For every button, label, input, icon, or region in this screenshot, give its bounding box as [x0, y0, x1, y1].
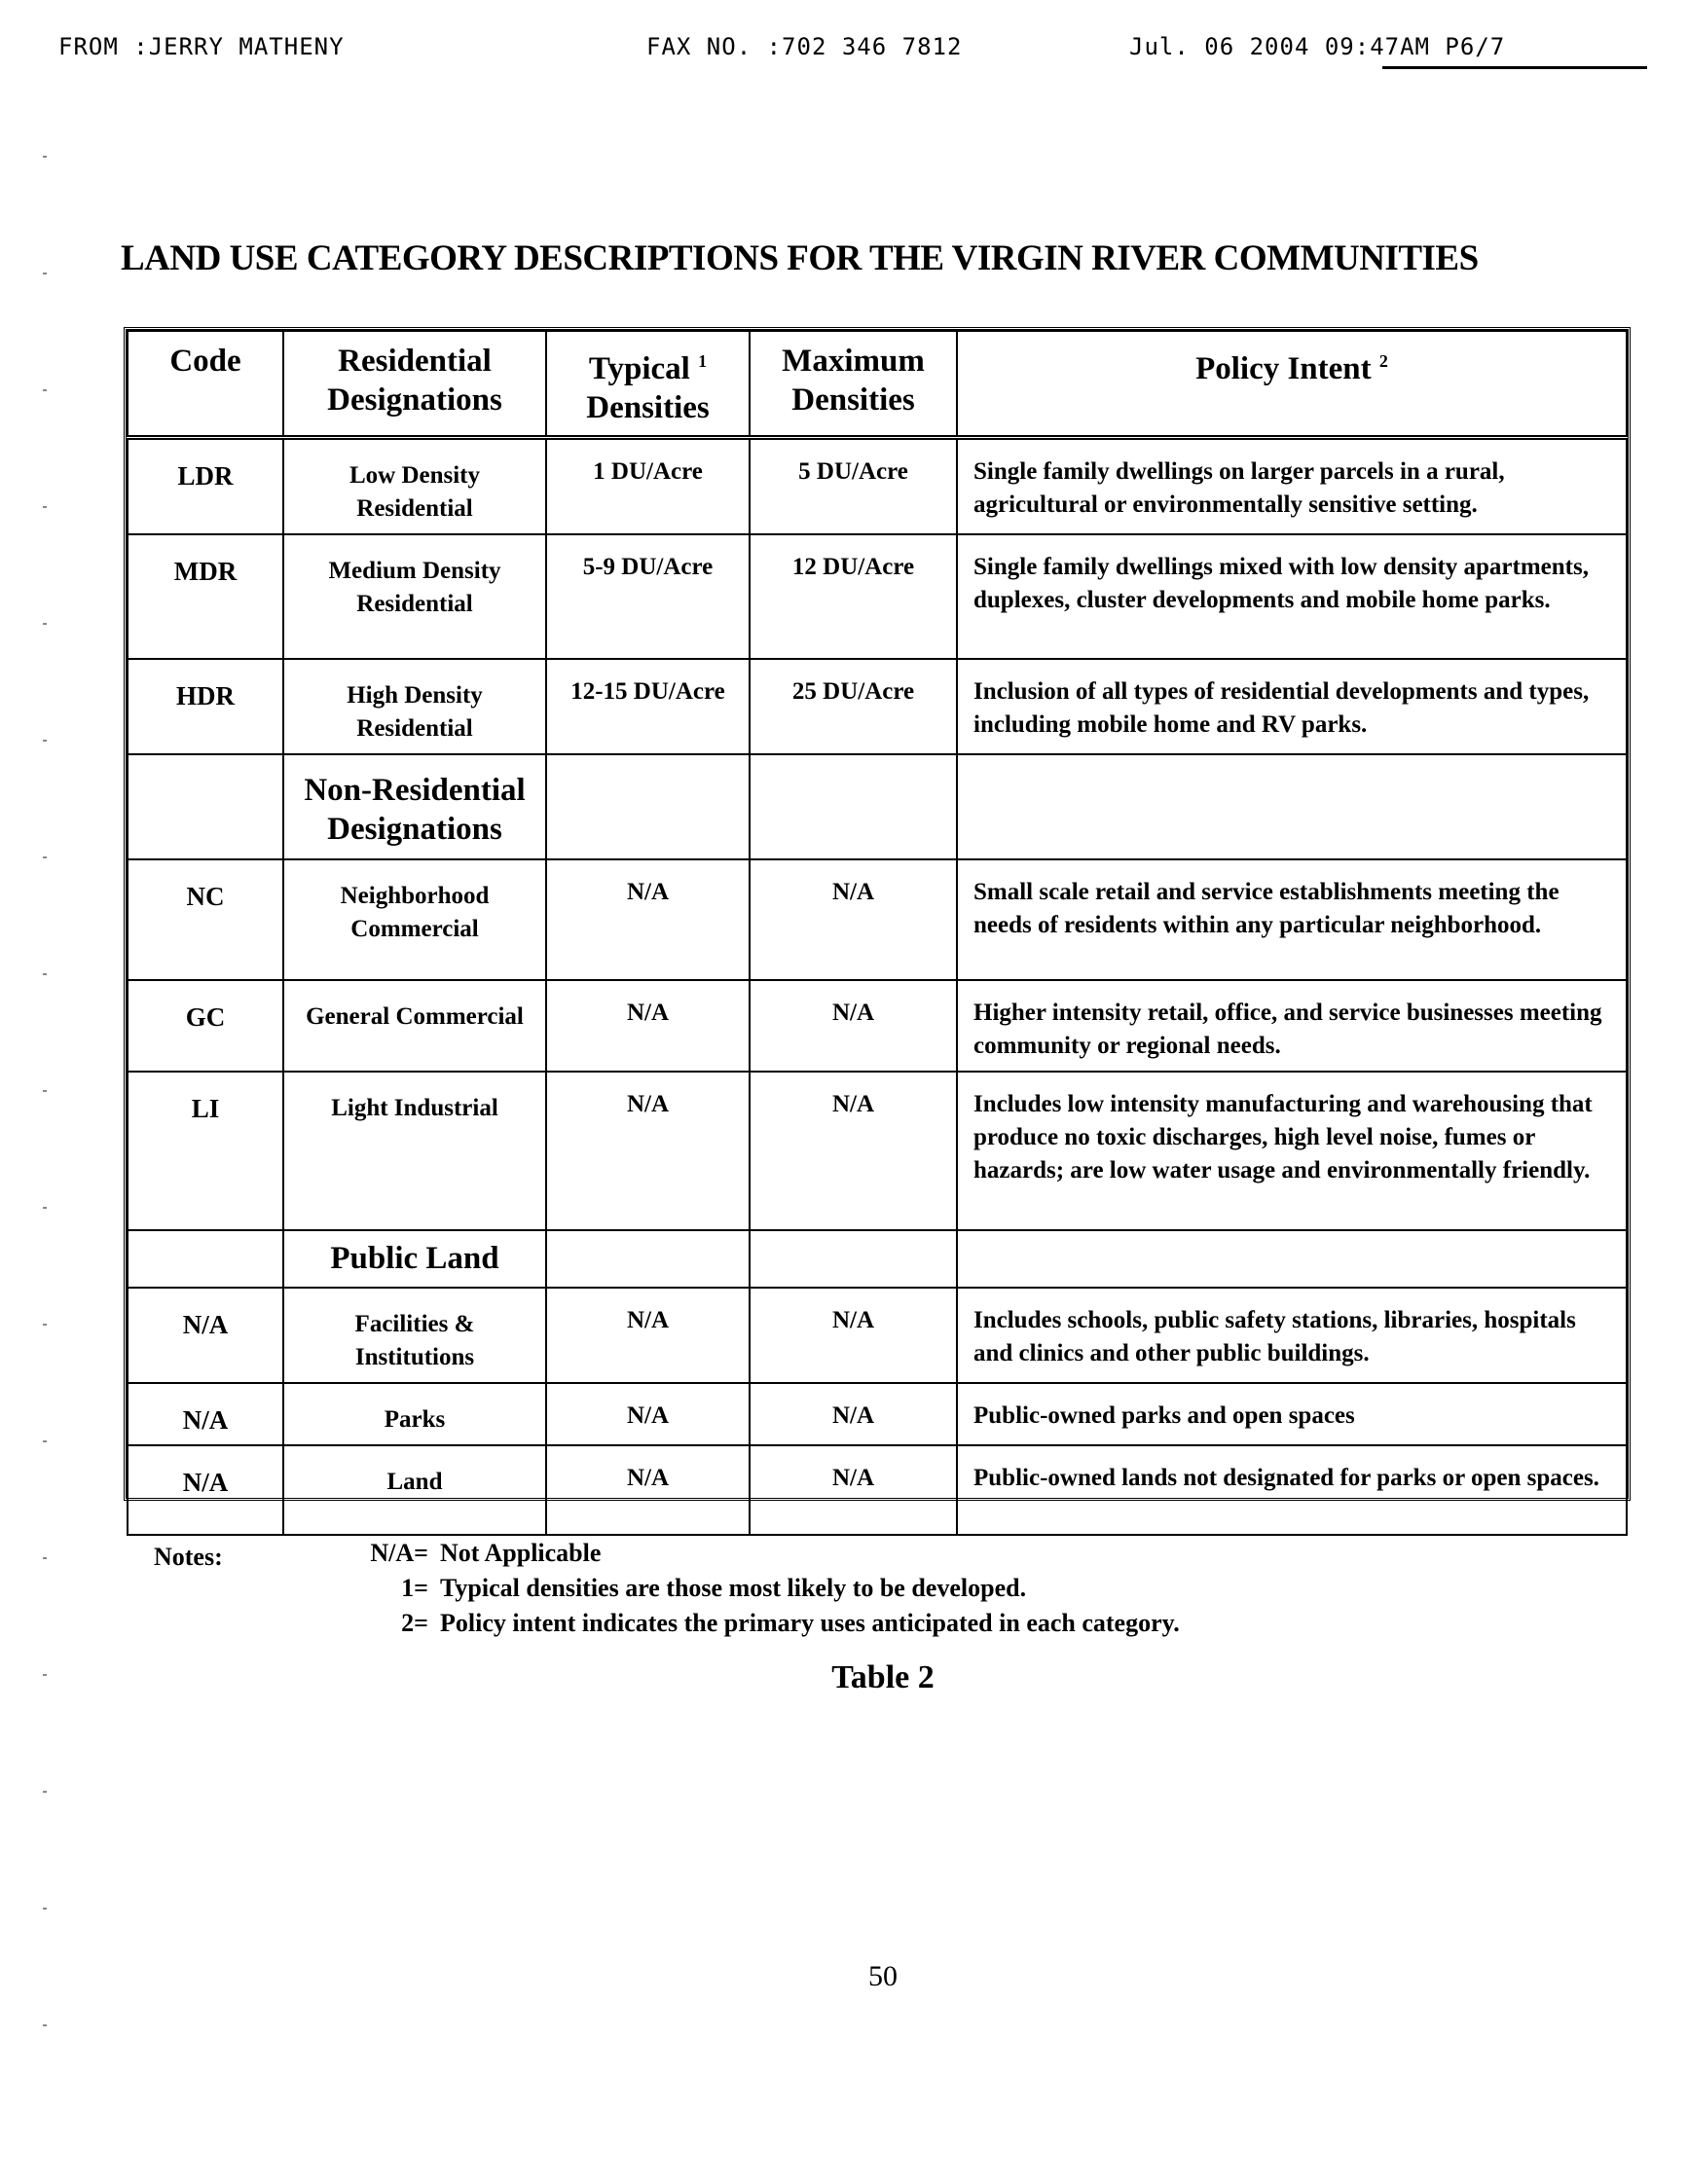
cell-maximum: N/A	[750, 980, 957, 1072]
cell-maximum: N/A	[750, 1383, 957, 1445]
note-text: Not Applicable	[440, 1539, 602, 1567]
cell-typical: N/A	[546, 1072, 750, 1230]
table-row	[128, 534, 1627, 659]
cell-empty	[957, 1230, 1627, 1288]
document-title: LAND USE CATEGORY DESCRIPTIONS FOR THE VIRGIN RIVER COMMUNITIES	[121, 238, 1479, 278]
cell-designation: Facilities & Institutions	[283, 1288, 546, 1383]
cell-maximum: 12 DU/Acre	[750, 534, 957, 659]
section-heading-non-residential: Non-Residential Designations	[283, 754, 546, 859]
cell-maximum: 5 DU/Acre	[750, 438, 957, 535]
cell-code: N/A	[128, 1288, 283, 1383]
cell-designation: High Density Residential	[283, 659, 546, 754]
cell-code: LI	[128, 1072, 283, 1230]
cell-code: LDR	[128, 438, 283, 535]
cell-designation: Neighborhood Commercial	[283, 859, 546, 980]
cell-designation: Low Density Residential	[283, 438, 546, 535]
cell-code: HDR	[128, 659, 283, 754]
cell-maximum: N/A	[750, 859, 957, 980]
cell-maximum: N/A	[750, 1288, 957, 1383]
table-row	[128, 1072, 1627, 1230]
fax-from: FROM :JERRY MATHENY	[58, 33, 345, 60]
fax-number: FAX NO. :702 346 7812	[646, 33, 963, 60]
note-key: 1=	[401, 1574, 428, 1602]
cell-policy: Public-owned parks and open spaces	[957, 1383, 1627, 1445]
cell-empty	[750, 754, 957, 859]
cell-designation: General Commercial	[283, 980, 546, 1072]
cell-typical: 1 DU/Acre	[546, 438, 750, 535]
scan-margin-marks	[43, 97, 47, 2044]
note-text: Policy intent indicates the primary uses anticipated in each category.	[440, 1609, 1180, 1637]
note-key: 2=	[401, 1609, 428, 1637]
cell-empty	[546, 1230, 750, 1288]
cell-empty	[957, 754, 1627, 859]
cell-maximum: N/A	[750, 1072, 957, 1230]
cell-typical: 12-15 DU/Acre	[546, 659, 750, 754]
table-header-row	[128, 331, 1627, 438]
table-row	[128, 1383, 1627, 1445]
cell-typical: N/A	[546, 980, 750, 1072]
table-caption: Table 2	[831, 1659, 935, 1695]
cell-policy: Single family dwellings mixed with low density apartments, duplexes, cluster developments and mobile home parks.	[957, 534, 1627, 659]
table-row	[128, 1445, 1627, 1535]
header-code: Code	[128, 331, 283, 438]
cell-policy: Single family dwellings on larger parcels in a rural, agricultural or environmentally sensitive setting.	[957, 438, 1627, 535]
fax-date-page: Jul. 06 2004 09:47AM P6/7	[1129, 33, 1506, 60]
notes-label: Notes:	[154, 1543, 223, 1571]
cell-policy: Inclusion of all types of residential developments and types, including mobile home and RV parks.	[957, 659, 1627, 754]
cell-policy: Includes low intensity manufacturing and warehousing that produce no toxic discharges, high level noise, fumes or hazards; are low water usage and environmentally friendly.	[957, 1072, 1627, 1230]
cell-maximum: N/A	[750, 1445, 957, 1535]
note-key: N/A=	[370, 1539, 428, 1567]
cell-designation: Land	[283, 1445, 546, 1535]
section-row-public-land	[128, 1230, 1627, 1288]
cell-policy: Higher intensity retail, office, and service businesses meeting community or regional needs.	[957, 980, 1627, 1072]
cell-code: N/A	[128, 1445, 283, 1535]
note-item	[364, 1571, 1026, 1606]
note-item	[364, 1606, 1180, 1641]
cell-designation: Medium Density Residential	[283, 534, 546, 659]
land-use-table	[124, 327, 1631, 1501]
cell-code: NC	[128, 859, 283, 980]
cell-empty	[128, 1230, 283, 1288]
header-policy: Policy Intent $^2$	[957, 331, 1627, 438]
page-number: 50	[868, 1960, 898, 1992]
cell-policy: Small scale retail and service establishments meeting the needs of residents within any particular neighborhood.	[957, 859, 1627, 980]
section-row-non-residential	[128, 754, 1627, 859]
cell-typical: N/A	[546, 1383, 750, 1445]
cell-typical: N/A	[546, 859, 750, 980]
cell-empty	[750, 1230, 957, 1288]
cell-typical: 5-9 DU/Acre	[546, 534, 750, 659]
section-heading-public-land: Public Land	[283, 1230, 546, 1288]
header-typical: Typical $^1$ Densities	[546, 331, 750, 438]
cell-empty	[128, 754, 283, 859]
fax-underline	[1382, 66, 1647, 69]
header-designation: Residential Designations	[283, 331, 546, 438]
cell-designation: Parks	[283, 1383, 546, 1445]
cell-designation: Light Industrial	[283, 1072, 546, 1230]
cell-policy: Public-owned lands not designated for parks or open spaces.	[957, 1445, 1627, 1535]
cell-code: GC	[128, 980, 283, 1072]
header-maximum: Maximum Densities	[750, 331, 957, 438]
table-row	[128, 438, 1627, 535]
table-row	[128, 980, 1627, 1072]
table-row	[128, 659, 1627, 754]
cell-policy: Includes schools, public safety stations, libraries, hospitals and clinics and other public buildings.	[957, 1288, 1627, 1383]
cell-typical: N/A	[546, 1288, 750, 1383]
cell-empty	[546, 754, 750, 859]
fax-header	[0, 33, 1688, 62]
cell-code: MDR	[128, 534, 283, 659]
table-row	[128, 1288, 1627, 1383]
cell-maximum: 25 DU/Acre	[750, 659, 957, 754]
cell-code: N/A	[128, 1383, 283, 1445]
cell-typical: N/A	[546, 1445, 750, 1535]
note-item	[364, 1536, 601, 1571]
table-row	[128, 859, 1627, 980]
note-text: Typical densities are those most likely to be developed.	[440, 1574, 1027, 1602]
